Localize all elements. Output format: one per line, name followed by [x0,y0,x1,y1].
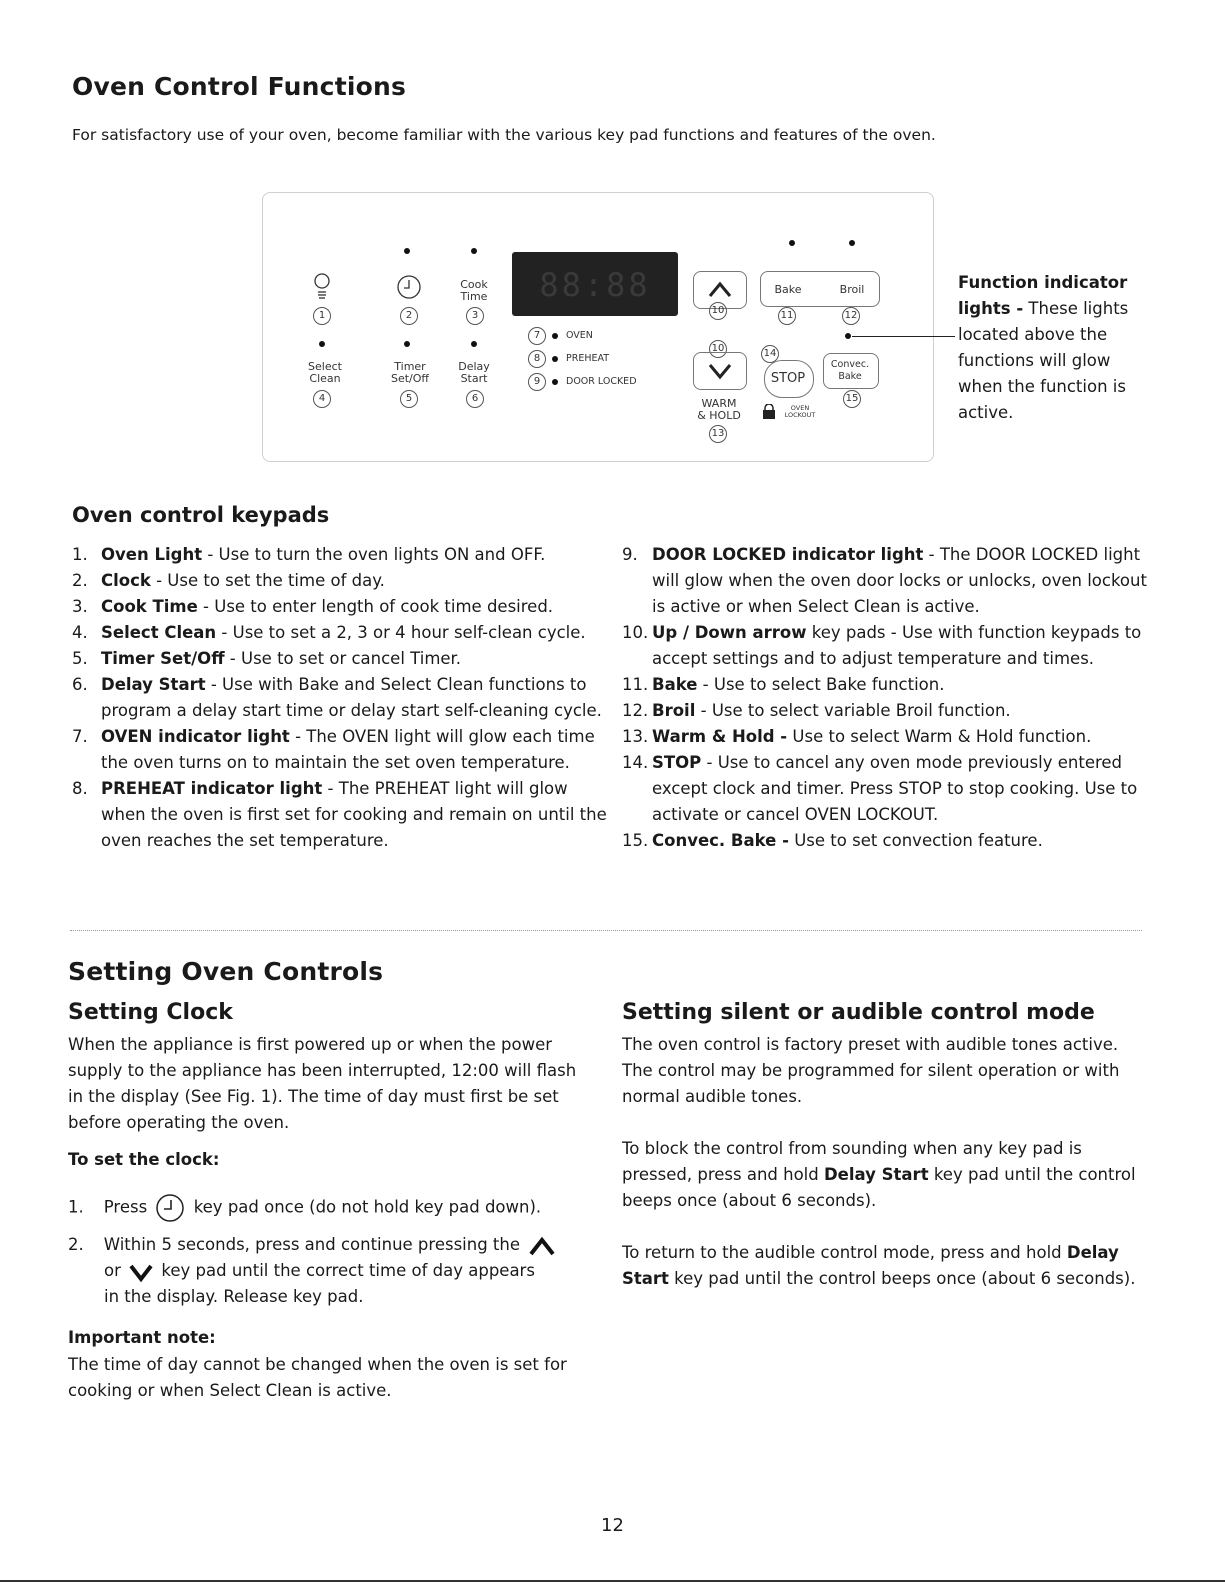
keypads-list-right [622,542,1147,854]
callout-number: 8 [528,350,546,368]
callout-number: 7 [528,327,546,345]
list-item: 5. Timer Set/Off - Use to set or cancel Timer. [72,649,462,668]
callout-number: 15 [843,390,861,408]
intro-text: For satisfactory use of your oven, become familiar with the various key pad functions and features of the oven. [72,126,936,144]
warm-hold-label: WARM & HOLD [697,397,741,422]
indicator-dot [319,341,325,347]
list-item: 8. PREHEAT indicator light - The PREHEAT light will glow when the oven is first set for cooking and remain on until the oven reaches the set temperature. [72,779,607,850]
indicator-dot [404,248,410,254]
clock-icon [396,274,422,300]
clock-icon [152,1193,188,1223]
list-item: 7. OVEN indicator light - The OVEN light will glow each time the oven turns on to maintain the set oven temperature. [72,727,595,772]
list-item: 11. Bake - Use to select Bake function. [622,675,945,694]
callout-number: 5 [400,390,418,408]
bake-key-label: Bake [774,283,802,296]
preheat-indicator-dot [552,356,558,362]
callout-number: 9 [528,373,546,391]
list-item: 6. Delay Start - Use with Bake and Select Clean functions to program a delay start time or delay start self-cleaning cycle. [72,675,602,720]
list-item: 4. Select Clean - Use to set a 2, 3 or 4 hour self-clean cycle. [72,623,586,642]
light-bulb-icon [312,272,332,302]
silent-mode-para-3: To return to the audible control mode, press and hold Delay Start key pad until the control beeps once (about 6 seconds). [622,1243,1136,1288]
callout-number: 11 [778,307,796,325]
callout-number: 1 [313,307,331,325]
list-item: 15. Convec. Bake - Use to set convection feature. [622,831,1043,850]
callout-number: 10 [709,302,727,320]
oven-lockout-label: OVEN LOCKOUT [784,404,816,419]
callout-number: 10 [709,340,727,358]
list-item: 9. DOOR LOCKED indicator light - The DOOR LOCKED light will glow when the oven door locks or unlocks, oven lockout is active or when Select Clean is active. [622,545,1147,616]
callout-number: 4 [313,390,331,408]
page-number: 12 [601,1515,624,1536]
silent-mode-para-1: The oven control is factory preset with audible tones active. The control may be programmed for silent operation or with normal audible tones. [622,1035,1120,1106]
indicator-dot [471,248,477,254]
page-bottom-rule [0,1580,1225,1582]
silent-mode-para-2: To block the control from sounding when any key pad is pressed, press and hold Delay Start key pad until the control beeps once (about 6 seconds). [622,1139,1136,1210]
oven-indicator-dot [552,333,558,339]
control-panel-diagram [262,192,934,462]
list-item: 14. STOP - Use to cancel any oven mode previously entered except clock and timer. Press STOP to stop cooking. Use to activate or cancel OVEN LOCKOUT. [622,753,1138,824]
indicator-dot [845,333,851,339]
down-arrow-key [693,352,747,390]
door-locked-indicator-label: DOOR LOCKED [566,376,637,387]
indicator-dot [789,240,795,246]
section-heading-keypads: Oven control keypads [72,503,330,527]
clock-step-2: 2. Within 5 seconds, press and continue pressing the or key pad until the correct time of day appears in the display. Release key pad. [68,1232,628,1310]
timer-label: Timer Set/Off [390,360,429,385]
list-item: 12. Broil - Use to select variable Broil function. [622,701,1011,720]
cook-time-label: Cook Time [460,278,488,303]
list-item: 10. Up / Down arrow key pads - Use with function keypads to accept settings and to adjust temperature and times. [622,623,1142,668]
pointer-line [852,336,955,337]
list-item: 1. Oven Light - Use to turn the oven lights ON and OFF. [72,545,546,564]
lock-icon [762,404,776,420]
broil-key-label: Broil [839,283,865,296]
chevron-up-icon [525,1234,559,1258]
function-indicator-note: Function indicator lights - These lights located above the functions will glow when the function is active. [958,273,1129,422]
chevron-down-icon [126,1261,156,1283]
clock-paragraph: When the appliance is first powered up or when the power supply to the appliance has been interrupted, 12:00 will flash in the display (See Fig. 1). The time of day must first be set before operating the oven. [68,1035,577,1132]
list-item: 13. Warm & Hold - Use to select Warm & Hold function. [622,727,1092,746]
callout-number: 14 [761,345,779,363]
convec-bake-label: Convec. Bake [830,359,870,382]
stop-key-label: STOP [770,371,806,386]
select-clean-label: Select Clean [308,360,342,385]
callout-number: 6 [466,390,484,408]
callout-number: 13 [709,425,727,443]
silent-mode-heading: Setting silent or audible control mode [622,1000,1095,1025]
indicator-dot [471,341,477,347]
section-divider [70,930,1142,931]
important-note-text: The time of day cannot be changed when the oven is set for cooking or when Select Clean is active. [68,1355,567,1400]
clock-heading: Setting Clock [68,1000,233,1025]
callout-number: 2 [400,307,418,325]
clock-step-1: 1. Press key pad once (do not hold key pad down). [68,1193,608,1223]
page-title: Oven Control Functions [72,72,407,101]
list-item: 3. Cook Time - Use to enter length of cook time desired. [72,597,554,616]
chevron-down-icon [694,353,746,389]
delay-start-label: Delay Start [458,360,490,385]
digital-display: 88:88 [512,252,678,316]
list-item: 2. Clock - Use to set the time of day. [72,571,385,590]
callout-number: 3 [466,307,484,325]
door-locked-indicator-dot [552,379,558,385]
clock-subheading: To set the clock: [68,1150,220,1169]
indicator-dot [404,341,410,347]
indicator-dot [849,240,855,246]
keypads-list-left [72,542,607,854]
important-note-heading: Important note: [68,1328,216,1347]
callout-number: 12 [842,307,860,325]
oven-indicator-label: OVEN [566,330,593,341]
preheat-indicator-label: PREHEAT [566,353,610,364]
section-heading-setting: Setting Oven Controls [68,957,384,986]
